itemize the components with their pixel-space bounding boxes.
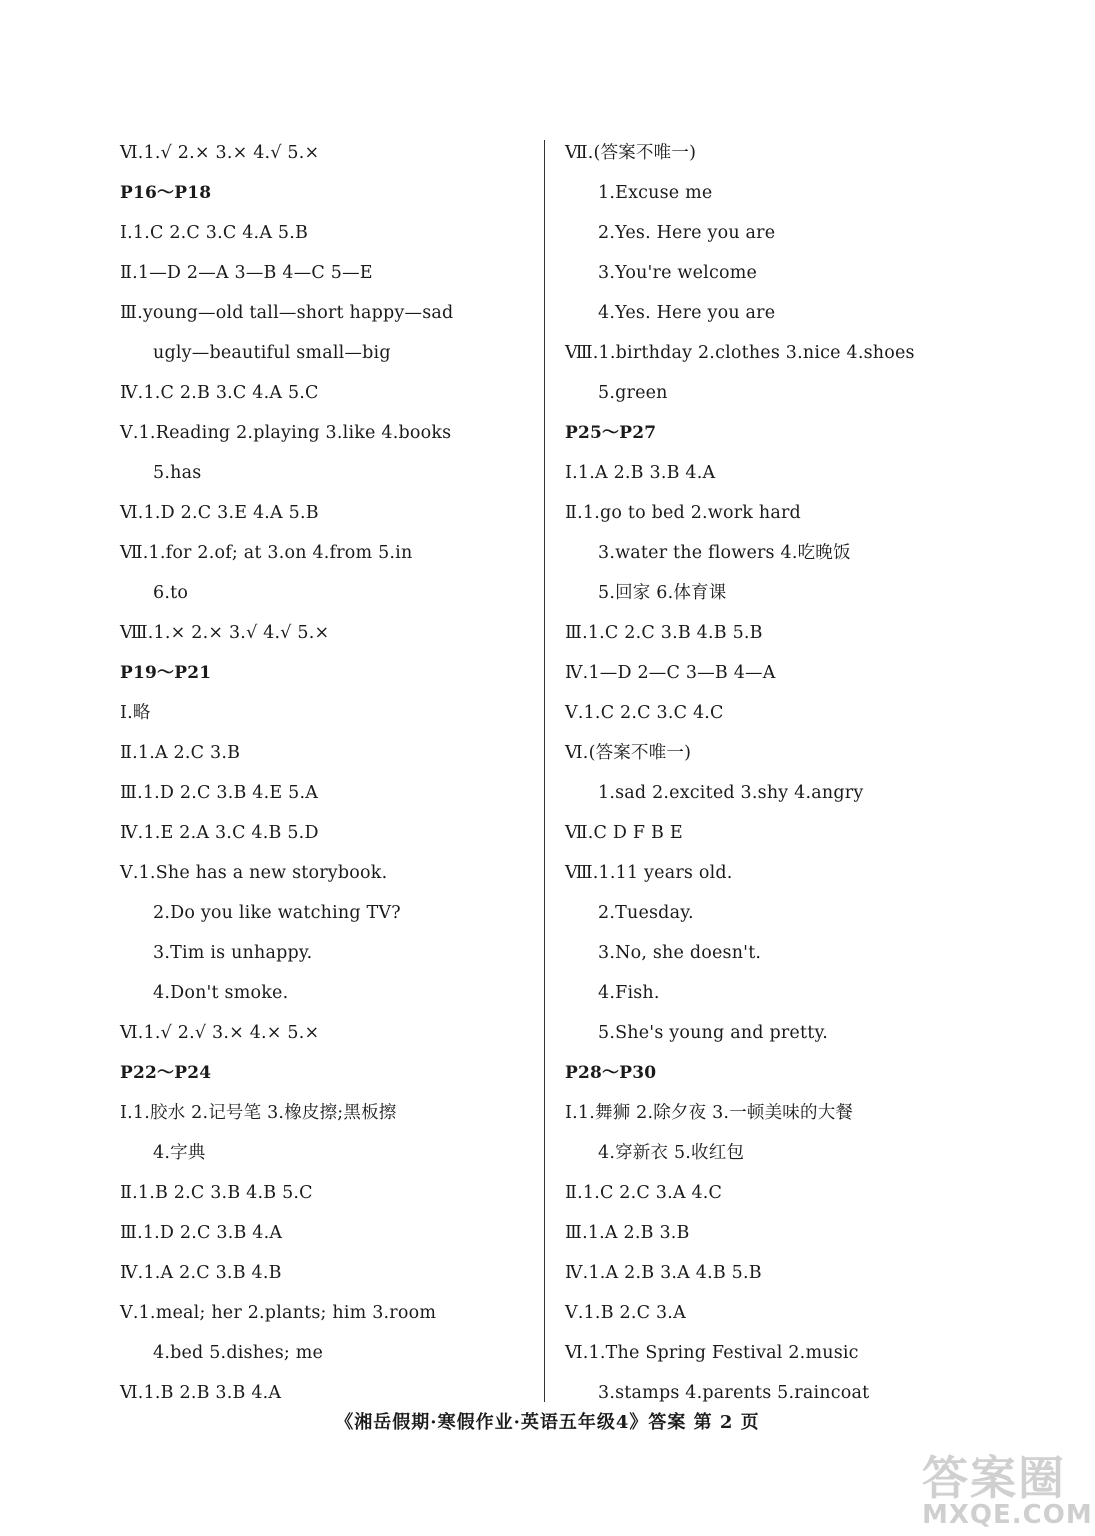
answer-line: 2.Do you like watching TV? bbox=[153, 903, 401, 923]
answer-line: 5.has bbox=[153, 463, 202, 483]
answer-line: Ⅱ.1.A 2.C 3.B bbox=[120, 743, 241, 763]
watermark-text-top: 答案圈 bbox=[922, 1451, 1066, 1505]
answer-line: Ⅴ.1.Reading 2.playing 3.like 4.books bbox=[120, 423, 452, 443]
answer-line: Ⅲ.young—old tall—short happy—sad bbox=[120, 303, 454, 323]
answer-line: Ⅵ.1.The Spring Festival 2.music bbox=[565, 1343, 859, 1363]
answer-line: Ⅰ.1.舞狮 2.除夕夜 3.一顿美味的大餐 bbox=[565, 1103, 854, 1123]
answer-line: Ⅲ.1.D 2.C 3.B 4.A bbox=[120, 1223, 283, 1243]
answer-line: Ⅳ.1—D 2—C 3—B 4—A bbox=[565, 663, 776, 683]
answer-line: Ⅰ.略 bbox=[120, 703, 151, 723]
answer-line: Ⅱ.1.B 2.C 3.B 4.B 5.C bbox=[120, 1183, 313, 1203]
answer-line: Ⅱ.1.C 2.C 3.A 4.C bbox=[565, 1183, 723, 1203]
answer-line: Ⅲ.1.C 2.C 3.B 4.B 5.B bbox=[565, 623, 763, 643]
section-heading: P19～P21 bbox=[120, 663, 212, 683]
answer-line: Ⅴ.1.C 2.C 3.C 4.C bbox=[565, 703, 724, 723]
answer-line: Ⅷ.1.11 years old. bbox=[565, 863, 733, 883]
answer-line: Ⅶ.1.for 2.of; at 3.on 4.from 5.in bbox=[120, 543, 413, 563]
left-answer-column bbox=[120, 133, 530, 1413]
answer-line: Ⅴ.1.meal; her 2.plants; him 3.room bbox=[120, 1303, 437, 1323]
answer-line: Ⅶ.C D F B E bbox=[565, 823, 683, 843]
section-heading: P28～P30 bbox=[565, 1063, 657, 1083]
answer-line: Ⅶ.(答案不唯一) bbox=[565, 143, 697, 163]
answer-line: 4.Don't smoke. bbox=[153, 983, 289, 1003]
answer-line: 5.green bbox=[598, 383, 668, 403]
answer-line: 4.Yes. Here you are bbox=[598, 303, 776, 323]
answer-line: Ⅲ.1.D 2.C 3.B 4.E 5.A bbox=[120, 783, 319, 803]
right-answer-column bbox=[565, 133, 985, 1413]
answer-line: 2.Yes. Here you are bbox=[598, 223, 776, 243]
answer-line: 5.回家 6.体育课 bbox=[598, 583, 727, 603]
watermark-text-bottom: MXQE.COM bbox=[922, 1500, 1093, 1530]
answer-line: 1.Excuse me bbox=[598, 183, 713, 203]
answer-line: 2.Tuesday. bbox=[598, 903, 694, 923]
answer-line: 3.water the flowers 4.吃晚饭 bbox=[598, 543, 851, 563]
answer-line: 6.to bbox=[153, 583, 189, 603]
page-footer: 《湘岳假期·寒假作业·英语五年级4》答案 第 2 页 bbox=[335, 1412, 760, 1433]
watermark-logo bbox=[912, 1442, 1093, 1532]
answer-line: ugly—beautiful small—big bbox=[153, 343, 391, 363]
answer-line: 4.穿新衣 5.收红包 bbox=[598, 1143, 745, 1163]
answer-line: Ⅵ.1.√ 2.× 3.× 4.√ 5.× bbox=[120, 143, 320, 163]
answer-line: 1.sad 2.excited 3.shy 4.angry bbox=[598, 783, 864, 803]
answer-line: Ⅴ.1.B 2.C 3.A bbox=[565, 1303, 686, 1323]
answer-line: 3.Tim is unhappy. bbox=[153, 943, 313, 963]
answer-line: Ⅳ.1.A 2.B 3.A 4.B 5.B bbox=[565, 1263, 762, 1283]
answer-line: Ⅱ.1.go to bed 2.work hard bbox=[565, 503, 801, 523]
answer-line: Ⅳ.1.A 2.C 3.B 4.B bbox=[120, 1263, 282, 1283]
answer-line: Ⅳ.1.C 2.B 3.C 4.A 5.C bbox=[120, 383, 319, 403]
answer-line: Ⅵ.1.D 2.C 3.E 4.A 5.B bbox=[120, 503, 319, 523]
answer-line: 4.字典 bbox=[153, 1143, 206, 1163]
answer-line: Ⅷ.1.birthday 2.clothes 3.nice 4.shoes bbox=[565, 343, 915, 363]
section-heading: P22～P24 bbox=[120, 1063, 212, 1083]
answer-line: Ⅲ.1.A 2.B 3.B bbox=[565, 1223, 690, 1243]
answer-line: Ⅷ.1.× 2.× 3.√ 4.√ 5.× bbox=[120, 623, 330, 643]
answer-line: 4.Fish. bbox=[598, 983, 660, 1003]
answer-line: Ⅰ.1.C 2.C 3.C 4.A 5.B bbox=[120, 223, 309, 243]
answer-line: Ⅴ.1.She has a new storybook. bbox=[120, 863, 388, 883]
answer-line: 4.bed 5.dishes; me bbox=[153, 1343, 324, 1363]
section-heading: P25～P27 bbox=[565, 423, 657, 443]
answer-line: Ⅵ.1.B 2.B 3.B 4.A bbox=[120, 1383, 282, 1403]
answer-line: Ⅰ.1.A 2.B 3.B 4.A bbox=[565, 463, 716, 483]
answer-line: 5.She's young and pretty. bbox=[598, 1023, 828, 1043]
answer-line: Ⅳ.1.E 2.A 3.C 4.B 5.D bbox=[120, 823, 319, 843]
section-heading: P16～P18 bbox=[120, 183, 212, 203]
column-divider bbox=[544, 140, 545, 1402]
answer-line: Ⅵ.(答案不唯一) bbox=[565, 743, 692, 763]
answer-line: Ⅰ.1.胶水 2.记号笔 3.橡皮擦;黑板擦 bbox=[120, 1103, 397, 1123]
answer-line: 3.stamps 4.parents 5.raincoat bbox=[598, 1383, 870, 1403]
answer-line: Ⅱ.1—D 2—A 3—B 4—C 5—E bbox=[120, 263, 373, 283]
answer-line: 3.You're welcome bbox=[598, 263, 758, 283]
answer-line: 3.No, she doesn't. bbox=[598, 943, 762, 963]
answer-line: Ⅵ.1.√ 2.√ 3.× 4.× 5.× bbox=[120, 1023, 320, 1043]
